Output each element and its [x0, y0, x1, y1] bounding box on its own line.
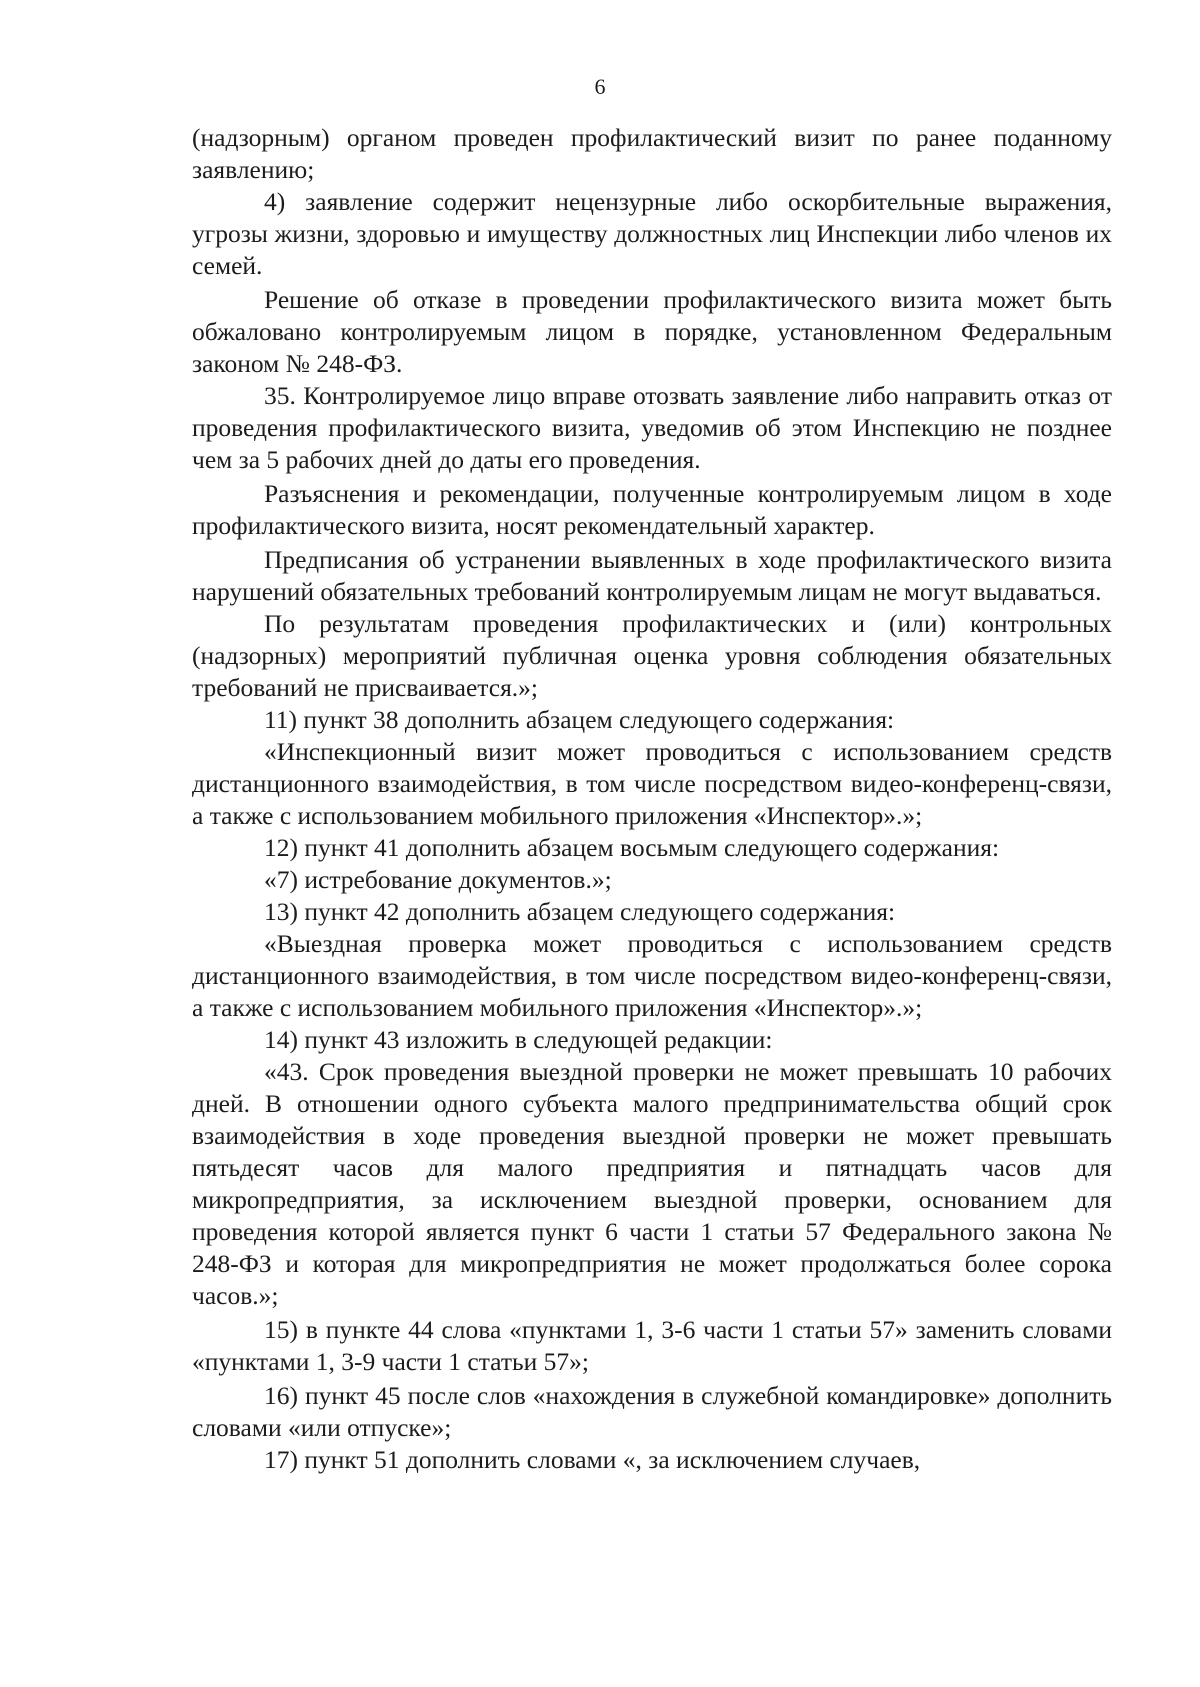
page-number: 6: [594, 74, 606, 99]
paragraph-amendment-12: 12) пункт 41 дополнить абзацем восьмым следующего содержания:: [264, 833, 1000, 862]
paragraph-amendment-15: 15) в пункте 44 слова «пунктами 1, 3-6 части 1 статьи 57» заменить словами «пунктами 1, 3-9 части 1 статьи 57»;: [192, 1315, 1112, 1376]
paragraph-explanations: Разъяснения и рекомендации, полученные контролируемым лицом в ходе профилактического визита, носят рекомендательный характер.: [192, 479, 1112, 540]
paragraph-public-assessment: По результатам проведения профилактических и (или) контрольных (надзорных) мероприятий публичная оценка уровня соблюдения обязательных требований не присваивается.»;: [192, 609, 1112, 702]
paragraph-field-check: «Выездная проверка может проводиться с использованием средств дистанционного взаимодействия, в том числе посредством видео-конференц-связи, а также с использованием мобильного приложения «Инспектор».»;: [192, 929, 1112, 1022]
paragraph-inspection-visit: «Инспекционный визит может проводиться с использованием средств дистанционного взаимодействия, в том числе посредством видео-конференц-связи, а также с использованием мобильного приложения «Инспектор».»;: [192, 737, 1112, 830]
paragraph-refusal-appeal: Решение об отказе в проведении профилактического визита может быть обжаловано контролируемым лицом в порядке, установленном Федеральным законом № 248-ФЗ.: [192, 285, 1112, 378]
paragraph-clause-43: «43. Срок проведения выездной проверки не может превышать 10 рабочих дней. В отношении одного субъекта малого предпринимательства общий срок взаимодействия в ходе проведения выездной проверки не может превышать пятьдесят часов для малого предприятия и пятнадцать часов для микропредприятия, за исключением выездной проверки, основанием для проведения которой является пункт 6 части 1 статьи 57 Федерального закона № 248-ФЗ и которая для микропредприятия не может продолжаться более сорока часов.»;: [192, 1057, 1112, 1310]
paragraph-amendment-13: 13) пункт 42 дополнить абзацем следующего содержания:: [264, 897, 896, 926]
paragraph-clause-35: 35. Контролируемое лицо вправе отозвать заявление либо направить отказ от проведения профилактического визита, уведомив об этом Инспекцию не позднее чем за 5 рабочих дней до даты его проведения.: [192, 381, 1112, 474]
paragraph-amendment-14: 14) пункт 43 изложить в следующей редакции:: [264, 1025, 773, 1054]
paragraph-prescriptions: Предписания об устранении выявленных в ходе профилактического визита нарушений обязательных требований контролируемым лицам не могут выдаваться.: [192, 545, 1112, 606]
paragraph-document-request: «7) истребование документов.»;: [264, 865, 612, 894]
paragraph-item-4: 4) заявление содержит нецензурные либо оскорбительные выражения, угрозы жизни, здоровью и имуществу должностных лиц Инспекции либо членов их семей.: [192, 187, 1112, 280]
paragraph-amendment-17: 17) пункт 51 дополнить словами «, за исключением случаев,: [264, 1445, 921, 1474]
paragraph-amendment-16: 16) пункт 45 после слов «нахождения в служебной командировке» дополнить словами «или отпуске»;: [192, 1381, 1112, 1442]
document-body: [192, 122, 1112, 1476]
paragraph-amendment-11: 11) пункт 38 дополнить абзацем следующего содержания:: [264, 705, 895, 734]
paragraph-continuation: (надзорным) органом проведен профилактический визит по ранее поданному заявлению;: [192, 123, 1112, 184]
